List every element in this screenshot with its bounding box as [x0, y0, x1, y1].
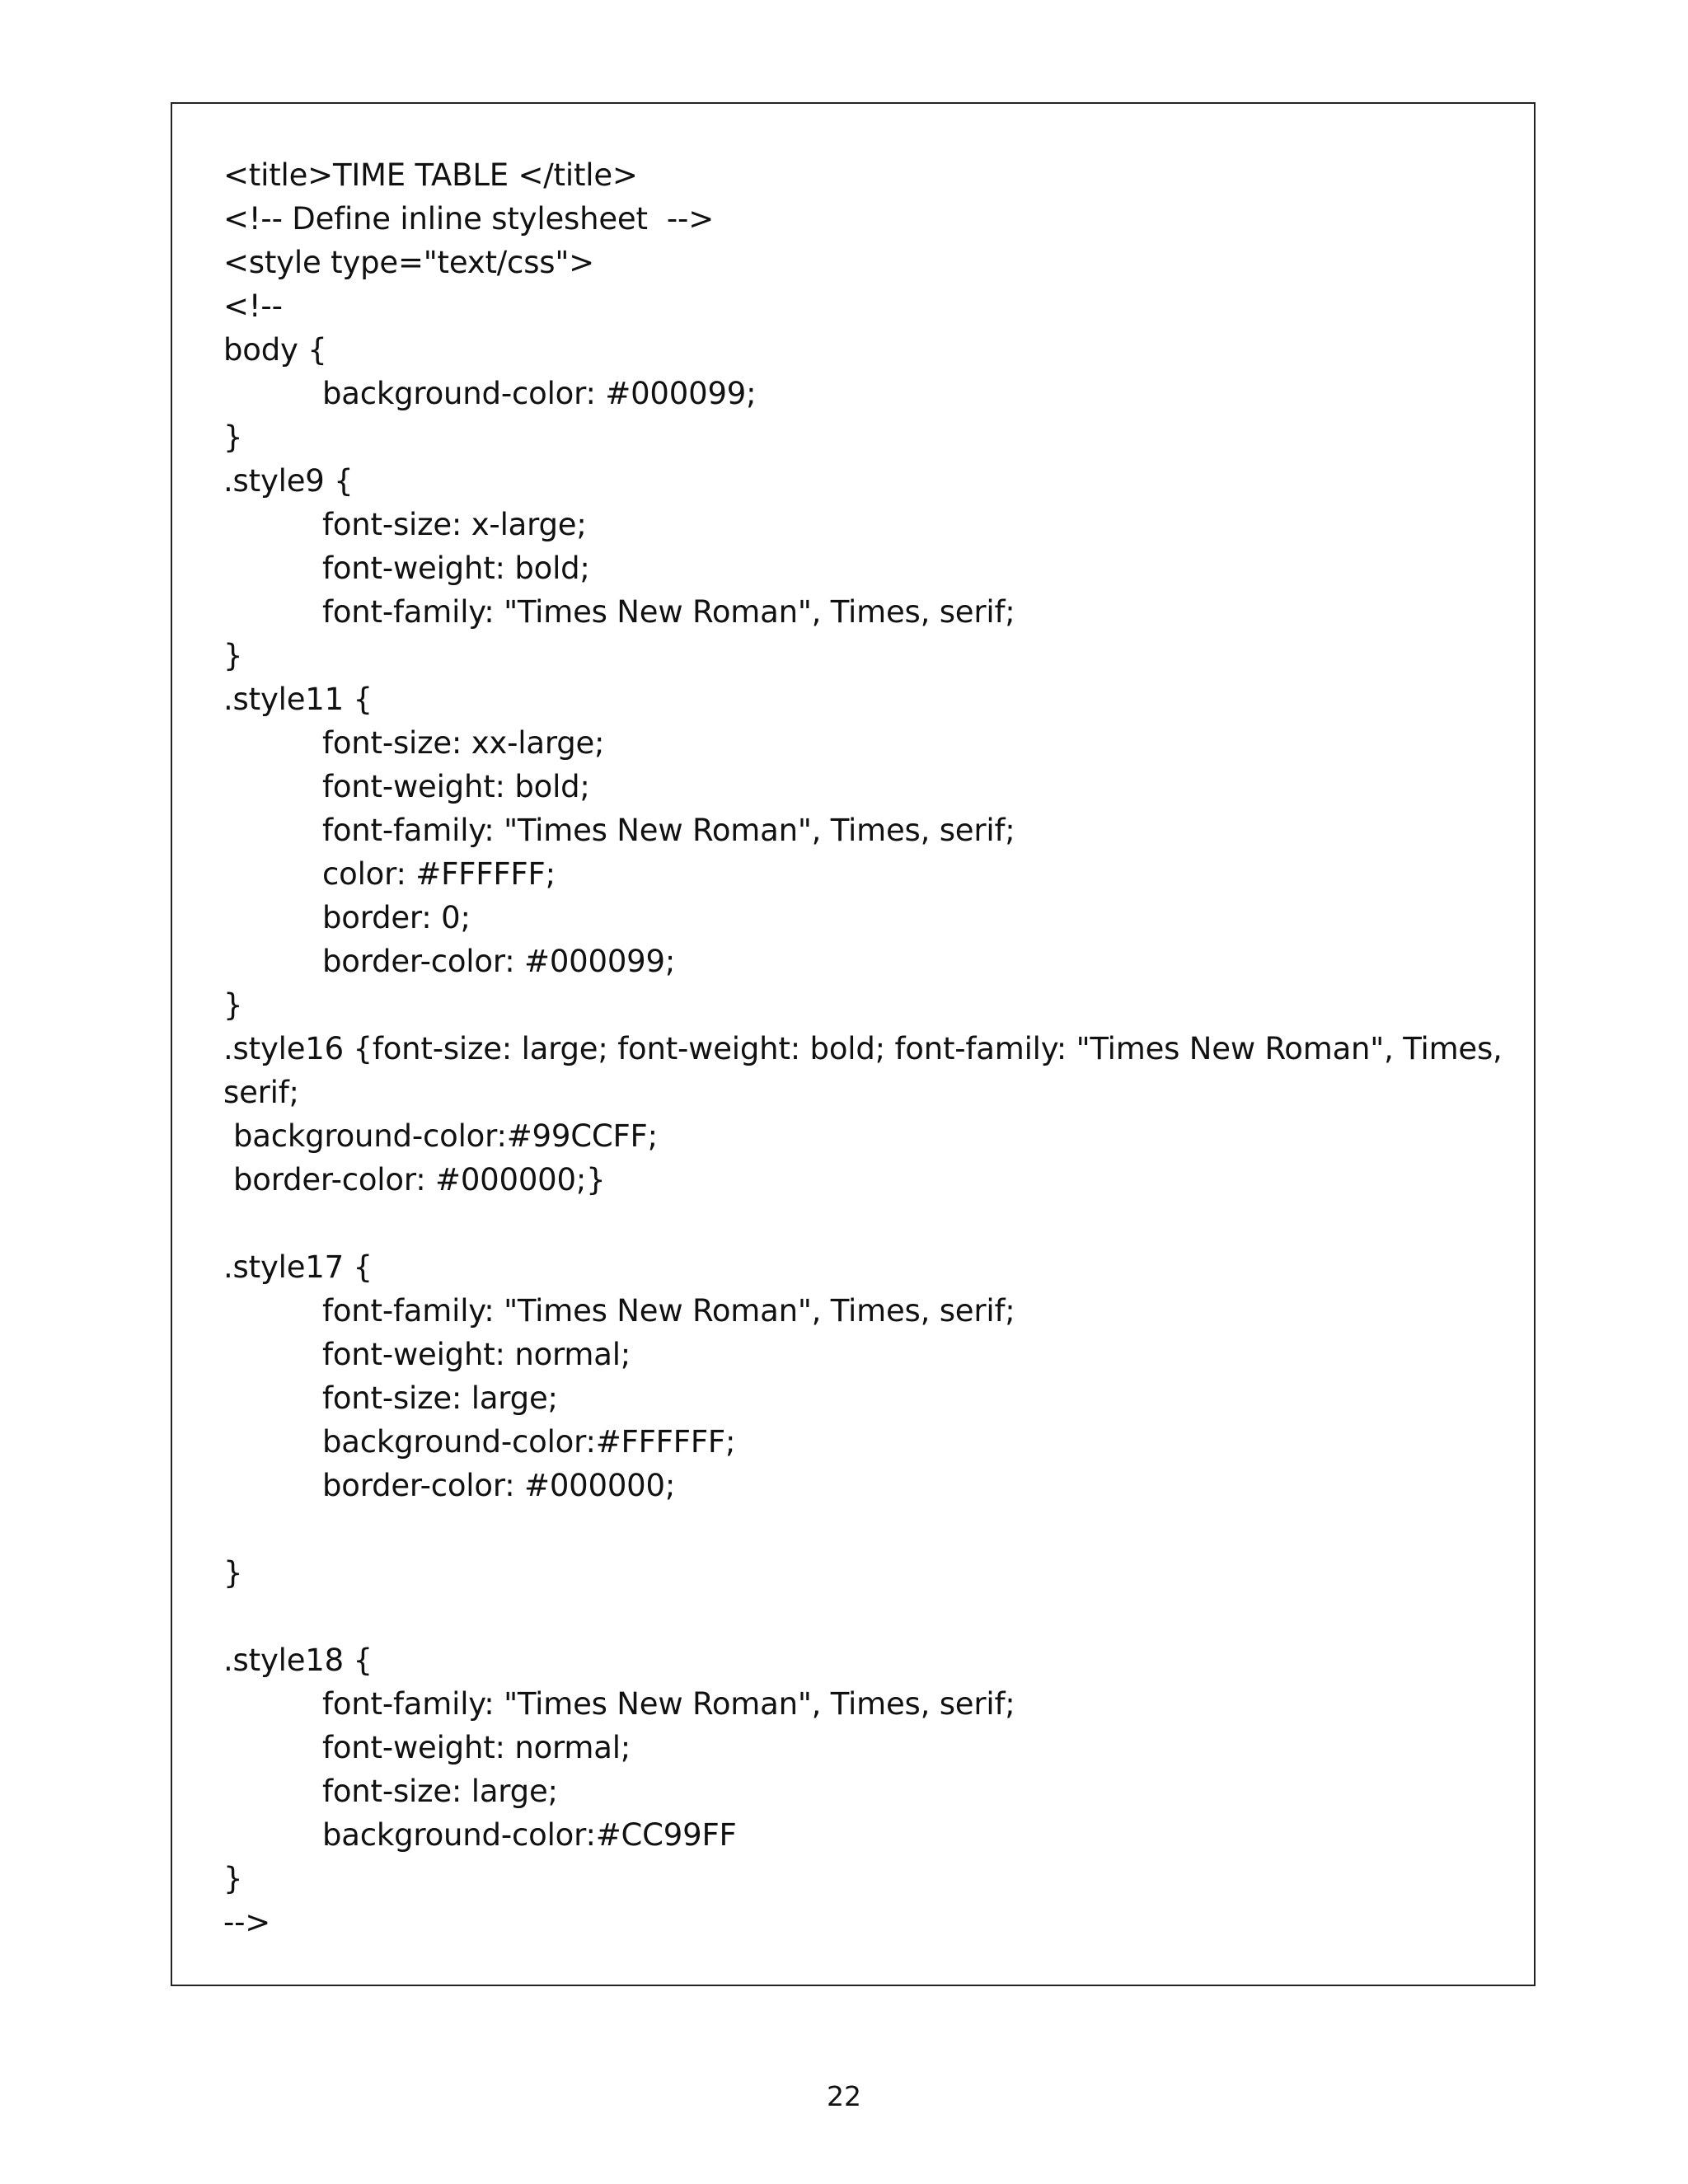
code-line: -->	[223, 1905, 271, 1940]
code-line: }	[223, 987, 243, 1023]
code-line: font-family: "Times New Roman", Times, serif;	[322, 813, 1015, 848]
code-line: }	[223, 1861, 243, 1896]
code-line: font-size: large;	[322, 1774, 558, 1809]
code-line: font-family: "Times New Roman", Times, serif;	[322, 594, 1015, 630]
code-line: <style type="text/css">	[223, 245, 594, 280]
code-line: font-weight: normal;	[322, 1730, 631, 1765]
page-number: 22	[827, 2080, 861, 2112]
code-listing-box	[171, 102, 1536, 1986]
code-line: color: #FFFFFF;	[322, 856, 556, 892]
code-line: font-size: large;	[322, 1380, 558, 1416]
code-line: font-family: "Times New Roman", Times, serif;	[322, 1686, 1015, 1722]
code-line: serif;	[223, 1075, 299, 1110]
code-line: background-color:#CC99FF	[322, 1817, 737, 1853]
code-line: }	[223, 1555, 243, 1591]
code-line: }	[223, 638, 243, 673]
code-line	[223, 1202, 1501, 1245]
code-line: font-family: "Times New Roman", Times, serif;	[322, 1293, 1015, 1329]
code-line: .style16 {font-size: large; font-weight: bold; font-family: "Times New Roman", Times,	[223, 1031, 1503, 1066]
code-line: body {	[223, 332, 327, 368]
code-line: background-color:#99CCFF;	[233, 1118, 658, 1154]
code-line: font-size: x-large;	[322, 507, 587, 542]
code-line: .style18 {	[223, 1643, 373, 1678]
code-line: .style9 {	[223, 463, 354, 499]
code-line: .style11 {	[223, 682, 373, 717]
code-line	[223, 1595, 1501, 1638]
code-line: font-weight: normal;	[322, 1337, 631, 1372]
code-line: background-color:#FFFFFF;	[322, 1424, 736, 1460]
code-line: .style17 {	[223, 1249, 373, 1285]
code-line	[223, 1507, 1501, 1551]
code-line: border-color: #000099;	[322, 944, 676, 979]
code-line: font-weight: bold;	[322, 769, 590, 804]
code-line: border: 0;	[322, 900, 471, 935]
code-line: <title>TIME TABLE </title>	[223, 157, 638, 193]
code-line: border-color: #000000;}	[233, 1162, 606, 1197]
code-line: }	[223, 419, 243, 455]
code-line: border-color: #000000;	[322, 1468, 676, 1503]
code-line: background-color: #000099;	[322, 376, 757, 411]
code-listing	[223, 153, 1501, 1944]
code-line: <!--	[223, 288, 283, 324]
code-line: <!-- Define inline stylesheet -->	[223, 201, 715, 237]
code-line: font-weight: bold;	[322, 551, 590, 586]
code-line: font-size: xx-large;	[322, 725, 605, 761]
